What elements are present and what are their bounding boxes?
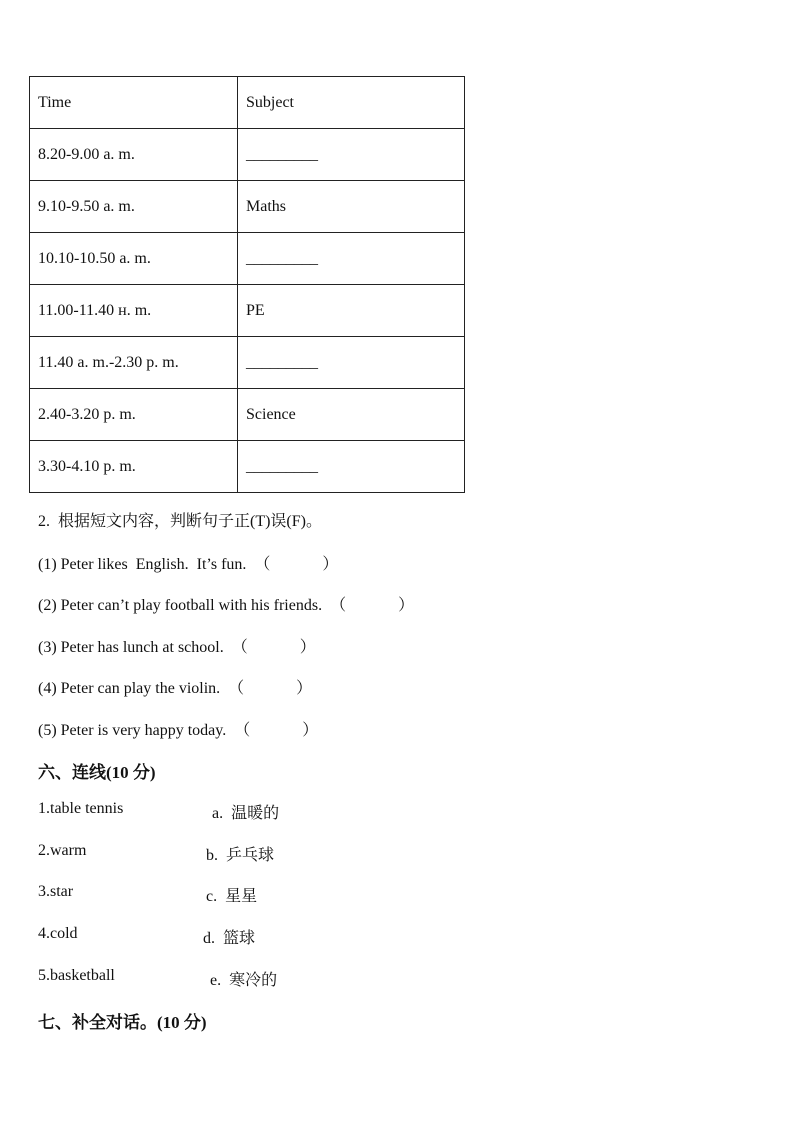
section-7-title: 七、补全对话。(10 分) bbox=[38, 1013, 207, 1032]
subject-cell: _________ bbox=[238, 441, 465, 493]
subject-cell: Science bbox=[238, 389, 465, 441]
time-cell: 2.40-3.20 p. m. bbox=[30, 389, 238, 441]
judge-item-close: ） bbox=[302, 722, 319, 739]
subject-cell: PE bbox=[238, 285, 465, 337]
header-subject: Subject bbox=[238, 77, 465, 129]
judge-item-text: (2) Peter can’t play football with his friends. （ bbox=[38, 597, 347, 614]
time-cell: 10.10-10.50 a. m. bbox=[30, 233, 238, 285]
subject-cell: Maths bbox=[238, 181, 465, 233]
table-row bbox=[30, 441, 465, 493]
table-row bbox=[30, 181, 465, 233]
time-cell: 9.10-9.50 a. m. bbox=[30, 181, 238, 233]
match-left-item: 2.warm bbox=[38, 842, 87, 859]
match-left-item: 3.star bbox=[38, 883, 74, 900]
judge-item-2 bbox=[38, 592, 414, 615]
subject-cell: _________ bbox=[238, 337, 465, 389]
subject-cell: _________ bbox=[238, 129, 465, 181]
subject-cell: _________ bbox=[238, 233, 465, 285]
match-right-item: a. 温暖的 bbox=[212, 805, 280, 822]
judge-item-close: ） bbox=[299, 639, 316, 656]
schedule-table bbox=[29, 76, 465, 493]
judge-item-text: (4) Peter can play the violin. （ bbox=[38, 680, 245, 697]
table-row bbox=[30, 389, 465, 441]
judge-item-3 bbox=[38, 634, 316, 657]
table-row bbox=[30, 285, 465, 337]
match-right-item: e. 寒冷的 bbox=[210, 972, 278, 989]
judge-item-1 bbox=[38, 551, 338, 574]
table-row bbox=[30, 337, 465, 389]
judge-item-text: (3) Peter has lunch at school. （ bbox=[38, 639, 248, 656]
table-header-row bbox=[30, 77, 465, 129]
judge-item-5 bbox=[38, 717, 318, 740]
match-left-item: 4.cold bbox=[38, 925, 78, 942]
judge-instruction: 2. 根据短文内容，判断句子正(T)误(F)。 bbox=[38, 513, 322, 530]
match-right-item: d. 篮球 bbox=[203, 930, 256, 947]
judge-item-close: ） bbox=[322, 556, 339, 573]
time-cell: 8.20-9.00 a. m. bbox=[30, 129, 238, 181]
match-left-item: 1.table tennis bbox=[38, 800, 124, 817]
header-time: Time bbox=[30, 77, 238, 129]
judge-item-4 bbox=[38, 675, 312, 698]
match-right-item: c. 星星 bbox=[206, 888, 258, 905]
time-cell: 11.40 a. m.-2.30 p. m. bbox=[30, 337, 238, 389]
time-cell: 11.00-11.40 н. m. bbox=[30, 285, 238, 337]
time-cell: 3.30-4.10 p. m. bbox=[30, 441, 238, 493]
judge-item-close: ） bbox=[398, 597, 415, 614]
match-right-item: b. 乒乓球 bbox=[206, 847, 275, 864]
judge-item-text: (5) Peter is very happy today. （ bbox=[38, 722, 251, 739]
judge-item-text: (1) Peter likes English. It’s fun. （ bbox=[38, 556, 271, 573]
table-row bbox=[30, 233, 465, 285]
section-6-title: 六、连线(10 分) bbox=[38, 763, 156, 782]
judge-item-close: ） bbox=[296, 680, 313, 697]
table-row bbox=[30, 129, 465, 181]
match-left-item: 5.basketball bbox=[38, 967, 115, 984]
